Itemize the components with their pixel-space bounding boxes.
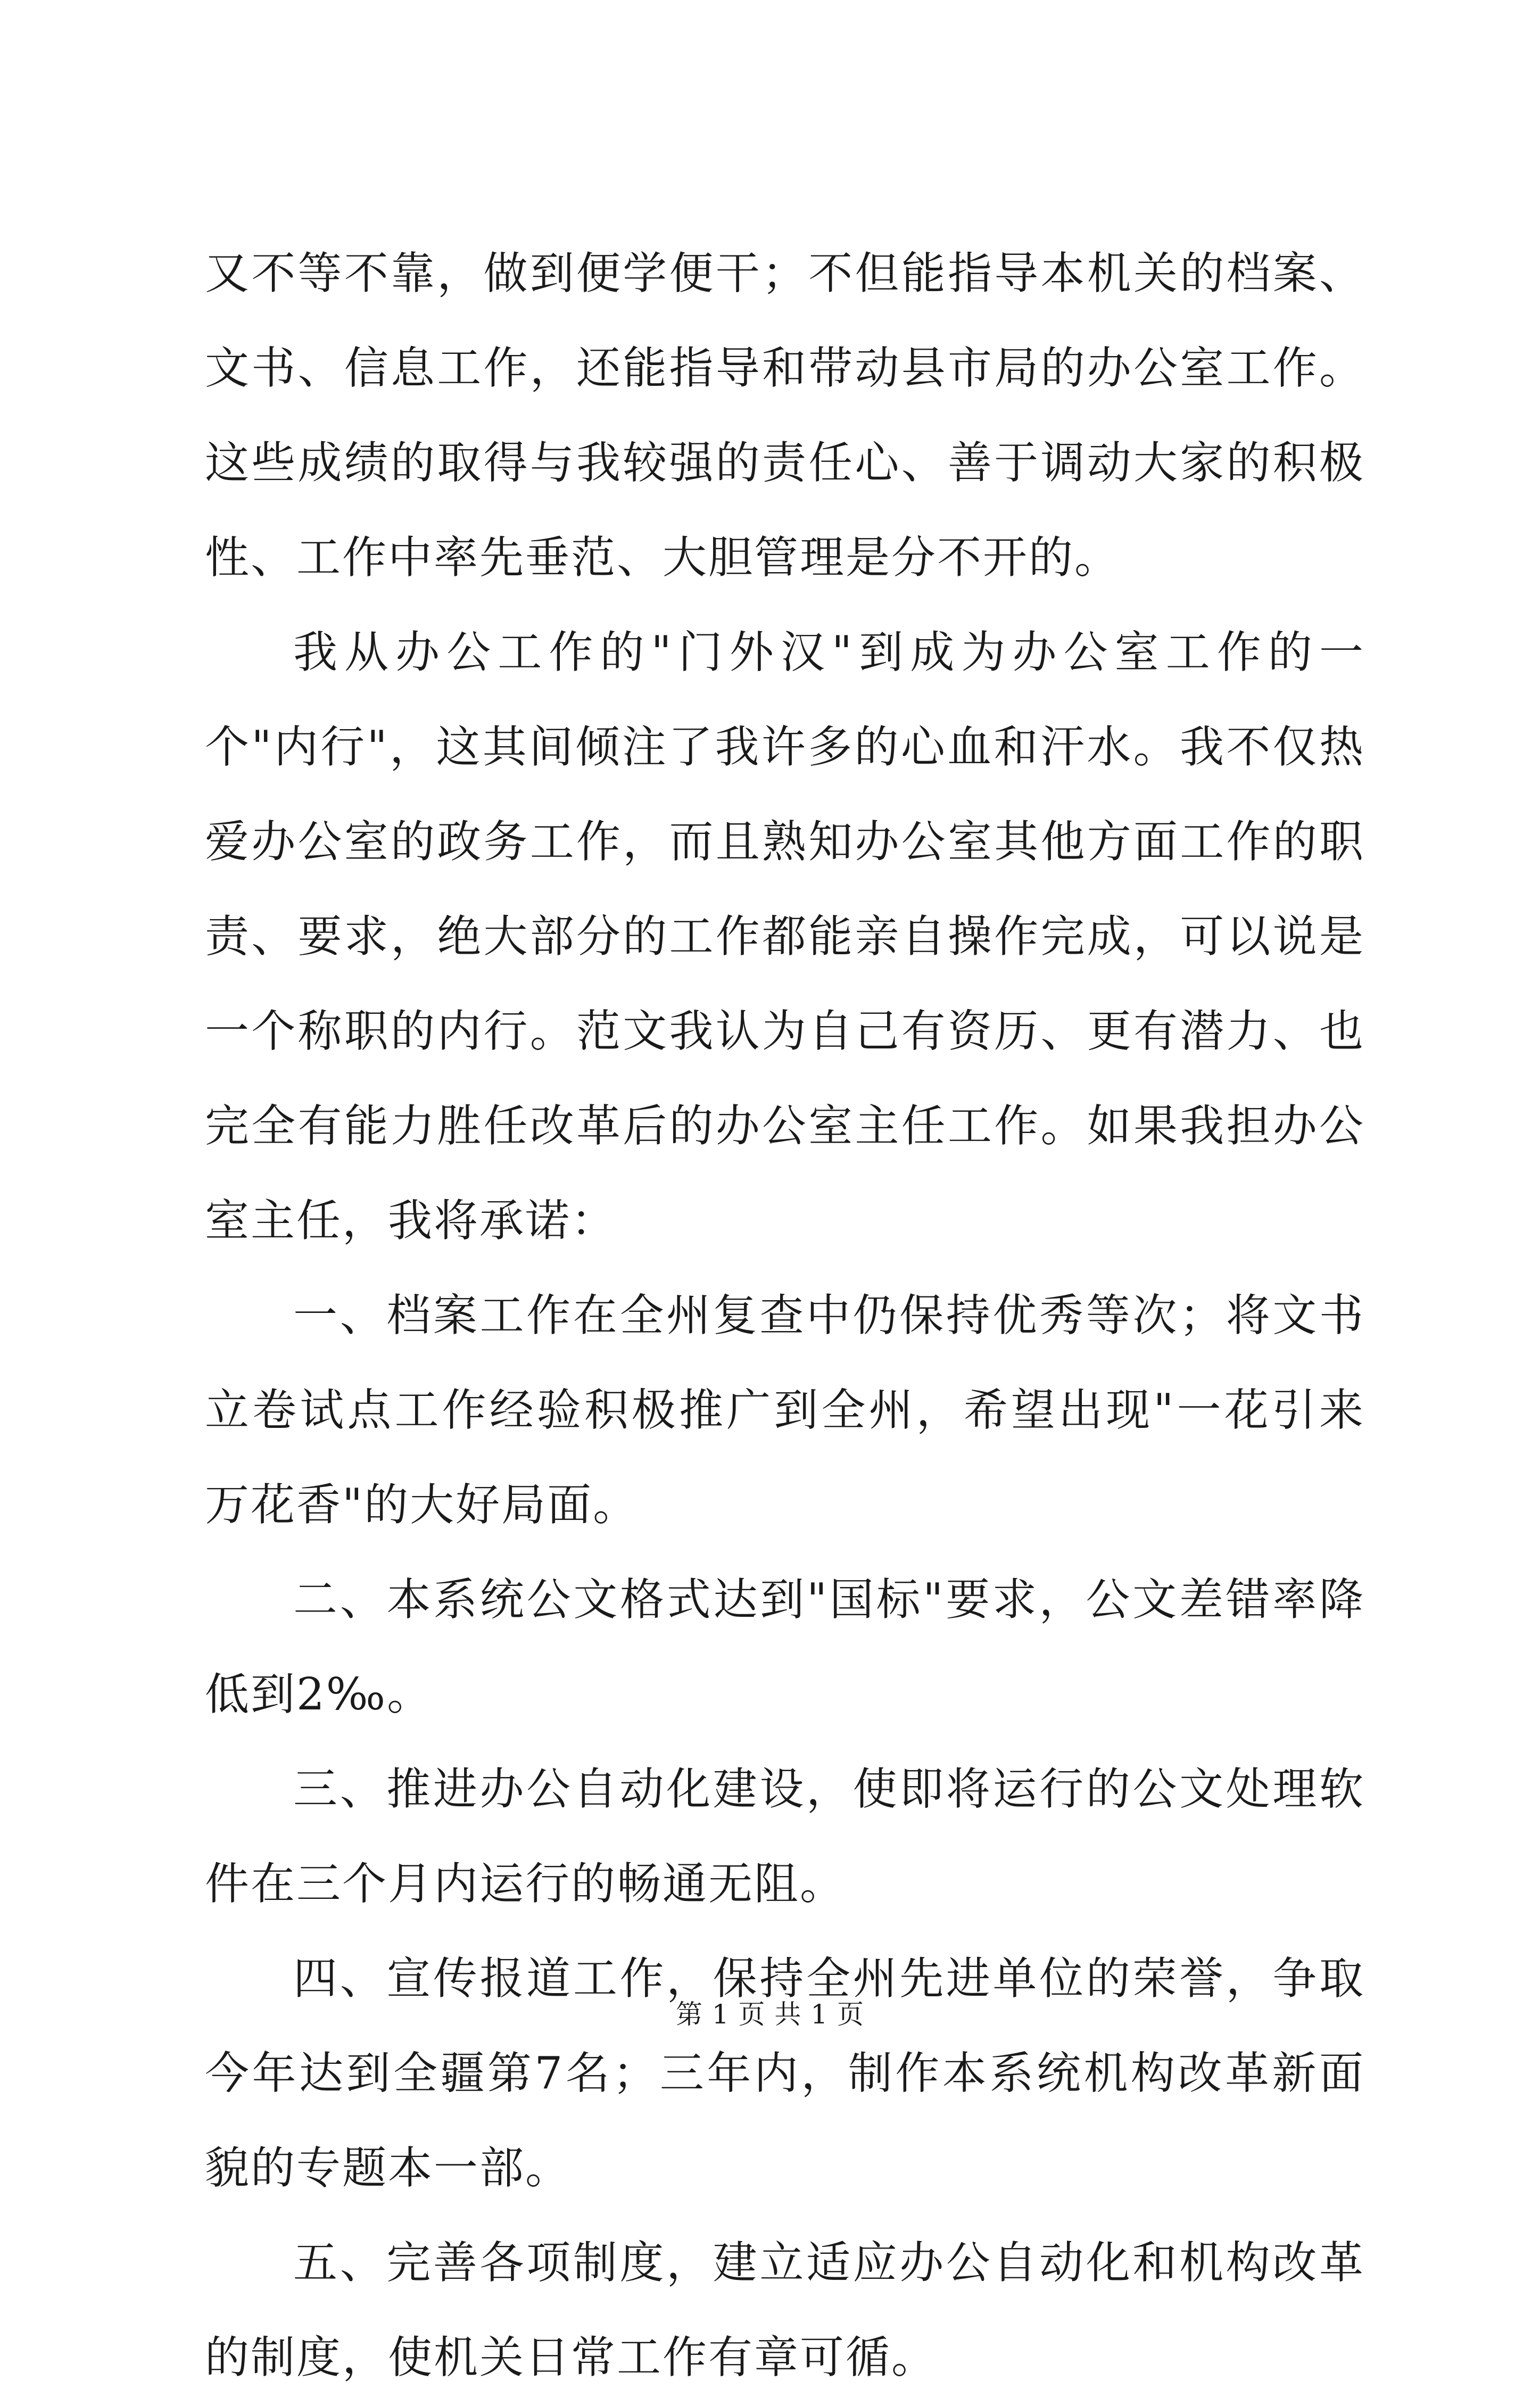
pledge-item-4: 四、宣传报道工作，保持全州先进单位的荣誉，争取今年达到全疆第7名；三年内，制作本系统机构改革新面貌的专题本一部。 [205, 1953, 1365, 2194]
pledge-item-5: 五、完善各项制度，建立适应办公自动化和机构改革的制度，使机关日常工作有章可循。 [205, 2237, 1365, 2383]
paragraph-continuation: 又不等不靠，做到便学便干；不但能指导本机关的档案、文书、信息工作，还能指导和带动县市局的办公室工作。这些成绩的取得与我较强的责任心、善于调动大家的积极性、工作中率先垂范、大胆管理是分不开的。 [205, 247, 1365, 583]
document-body [205, 226, 1365, 2405]
pledge-item-2: 二、本系统公文格式达到"国标"要求，公文差错率降低到2‰。 [205, 1574, 1365, 1720]
pledge-item-1: 一、档案工作在全州复查中仍保持优秀等次；将文书立卷试点工作经验积极推广到全州，希望出现"一花引来万花香"的大好局面。 [205, 1290, 1365, 1531]
pledge-item-3: 三、推进办公自动化建设，使即将运行的公文处理软件在三个月内运行的畅通无阻。 [205, 1763, 1365, 1910]
paragraph-qualification: 我从办公工作的"门外汉"到成为办公室工作的一个"内行"，这其间倾注了我许多的心血和汗水。我不仅热爱办公室的政务工作，而且熟知办公室其他方面工作的职责、要求，绝大部分的工作都能亲自操作完成，可以说是一个称职的内行。范文我认为自己有资历、更有潜力、也完全有能力胜任改革后的办公室主任工作。如果我担办公室主任，我将承诺： [205, 626, 1365, 1246]
page-number-footer: 第 1 页 共 1 页 [675, 1999, 865, 2030]
